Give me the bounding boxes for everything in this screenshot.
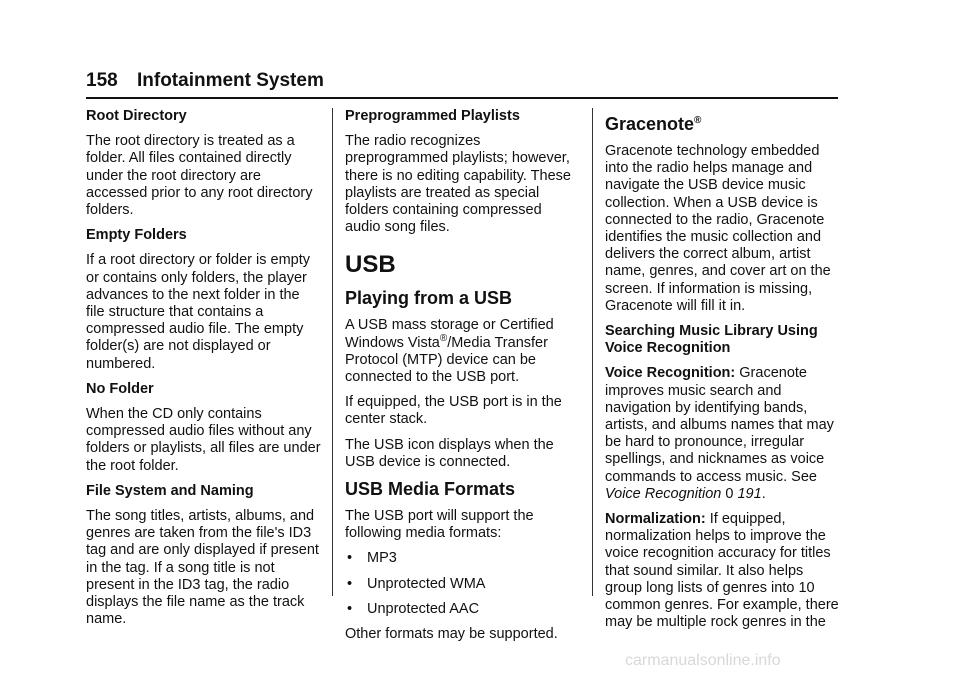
media-formats-list [345, 550, 581, 618]
file-system-text: The song titles, artists, albums, and genres are taken from the file's ID3 tag and are only displayed if present in the tag. If a song title is not present in the ID3 tag, the radio displays the file name as the track name. [86, 508, 319, 628]
media-formats-heading: USB Media Formats [345, 479, 516, 500]
watermark: carmanualsonline.info [625, 652, 781, 669]
voice-recognition-text [605, 365, 841, 503]
column-divider-2 [592, 108, 593, 596]
page-number: 158 [86, 70, 118, 91]
searching-heading: Searching Music Library Using Voice Recognition [605, 323, 818, 357]
normalization-text [605, 511, 841, 631]
bullet-icon: • [347, 600, 353, 617]
column-3 [605, 108, 841, 639]
format-label: Unprotected WMA [367, 575, 486, 592]
list-item [345, 576, 581, 593]
format-label: Unprotected AAC [367, 600, 480, 617]
file-system-heading: File System and Naming [86, 482, 254, 499]
playlists-heading: Preprogrammed Playlists [345, 108, 520, 124]
usb-heading: USB [345, 251, 396, 279]
playing-usb-text [345, 317, 581, 386]
gracenote-text: Gracenote technology embedded into the radio helps manage and navigate the USB device music collection. When a USB device is connected to the radio, Gracenote identifies the music collection and delivers the correct album, artist name, genres, and cover art on the screen. If information is missing, Gracenote will fill it in. [605, 143, 831, 314]
playing-usb-text-a: A USB mass storage or Certified Windows Vista [345, 317, 554, 351]
root-directory-heading: Root Directory [86, 108, 187, 124]
format-label: MP3 [367, 550, 397, 567]
section-title: Infotainment System [136, 70, 324, 91]
header-rule [86, 97, 838, 99]
gracenote-heading [605, 114, 841, 134]
page-ref-number[interactable]: 191 [737, 485, 762, 502]
no-folder-text: When the CD only contains compressed audio files without any folders or playlists, all files are under the root folder. [86, 406, 321, 474]
column-1 [86, 108, 322, 636]
root-directory-text: The root directory is treated as a folder. All files contained directly under the root directory are accessed prior to any root directory folders. [86, 133, 313, 219]
gracenote-heading-text: Gracenote [605, 114, 695, 134]
page-ref-arrow-icon: 0 [725, 485, 734, 502]
page-header [86, 70, 324, 92]
media-formats-intro: The USB port will support the following media formats: [345, 508, 534, 542]
registered-mark: ® [439, 332, 448, 344]
voice-recognition-label: Voice Recognition: [605, 365, 736, 382]
voice-recognition-body: Gracenote improves music search and navigation by identifying bands, artists, and albums names that may be hard to pronounce, irregular spellings, and nicknames as voice commands to access music. See [605, 365, 834, 485]
list-item [345, 550, 581, 567]
list-item [345, 601, 581, 618]
empty-folders-heading: Empty Folders [86, 227, 187, 244]
bullet-icon: • [347, 575, 353, 592]
playlists-text: The radio recognizes preprogrammed playlists; however, there is no editing capability. These playlists are treated as special folders containing compressed audio song files. [345, 133, 571, 236]
playing-usb-heading: Playing from a USB [345, 288, 513, 309]
no-folder-heading: No Folder [86, 380, 154, 397]
voice-recognition-end: . [761, 485, 766, 502]
voice-recognition-link[interactable]: Voice Recognition [605, 485, 722, 502]
column-divider-1 [332, 108, 333, 596]
bullet-icon: • [347, 550, 353, 567]
center-stack-text: If equipped, the USB port is in the center stack. [345, 394, 562, 428]
playing-usb-text-b: /Media Transfer Protocol (MTP) device can be connected to the USB port. [345, 334, 548, 386]
empty-folders-text: If a root directory or folder is empty or contains only folders, the player advances to the next folder in the file structure that contains a compressed audio file. The empty folder(s) are not displayed or numbered. [86, 252, 311, 372]
registered-mark: ® [694, 115, 702, 126]
usb-icon-text: The USB icon displays when the USB device is connected. [345, 436, 554, 470]
normalization-label: Normalization: [605, 511, 706, 528]
normalization-body: If equipped, normalization helps to improve the voice recognition accuracy for titles that sound similar. It also helps group long lists of genres into 10 common genres. For example, there may be multiple rock genres in the [605, 511, 839, 631]
column-2 [345, 108, 581, 651]
other-formats-text: Other formats may be supported. [345, 626, 558, 643]
